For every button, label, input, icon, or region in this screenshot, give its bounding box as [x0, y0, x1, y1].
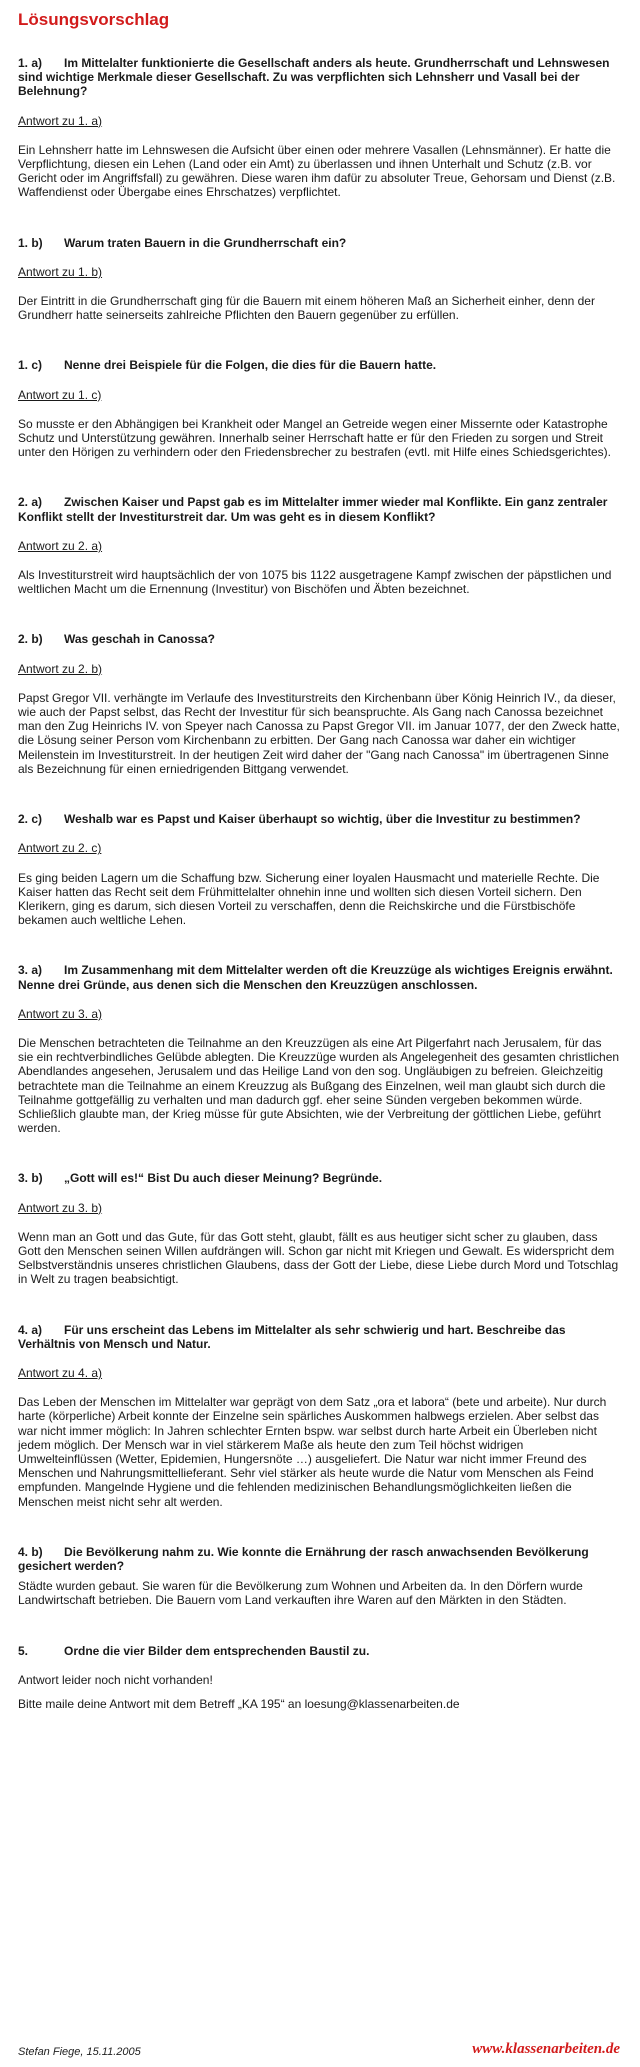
answer-label: Antwort zu 1. c) — [18, 387, 102, 402]
question-text: Im Mittelalter funktionierte die Gesellschaft anders als heute. Grundherrschaft und Lehnswesen sind wichtige Merkmale dieser Gesellschaft. Zu was verpflichten sich Lehnsherr und Vasall bei der Belehnung? — [18, 56, 610, 99]
section-5 — [18, 1644, 620, 1712]
answer-text: Ein Lehnsherr hatte im Lehnswesen die Aufsicht über einen oder mehrere Vasallen (Lehnsmänner). Er hatte die Verpflichtung, diesen ein Lehen (Land oder ein Amt) zu überlassen und ihnen Unterhalt und Schutz (z.B. vor Gericht oder im Angriffsfall) zu gewähren. Diese waren ihm dafür zu absoluter Treue, Gehorsam und Dienst (z.B. Waffendienst oder Übergabe eines Ehrschatzes) verpflichtet. — [18, 142, 616, 200]
section — [18, 495, 620, 596]
question-number: 2. a) — [18, 495, 43, 510]
question — [18, 1171, 620, 1185]
answer-label: Antwort zu 2. b) — [18, 661, 103, 676]
question-text: „Gott will es!“ Bist Du auch dieser Meinung? Begründe. — [64, 1171, 383, 1186]
question-number: 1. c) — [18, 358, 43, 373]
question — [18, 632, 620, 646]
answer-text: Städte wurden gebaut. Sie waren für die Bevölkerung zum Wohnen und Arbeiten da. In den Dörfern wurde Landwirtschaft betrieben. Die Bauern vom Land verkauften ihre Waren auf den Märkten in den Städten. — [18, 1579, 583, 1608]
question-text: Im Zusammenhang mit dem Mittelalter werden oft die Kreuzzüge als wichtiges Ereignis erwähnt. Nenne drei Gründe, aus denen sich die Menschen den Kreuzzügen anschlossen. — [18, 963, 613, 992]
answer-label: Antwort zu 2. a) — [18, 538, 103, 553]
answer-text: So musste er den Abhängigen bei Krankheit oder Mangel an Getreide wegen einer Missernte oder Katastrophe Schutz und Unterstützung gewähren. Innerhalb seiner Herrschaft hatte er für den Frieden zu sorgen und Streit unter den Hörigen zu verhindern oder den Friedensbrecher zu bestrafen (evtl. mit Hilfe eines Schiedsgerichtes). — [18, 416, 611, 460]
answer-text: Es ging beiden Lagern um die Schaffung bzw. Sicherung einer loyalen Hausmacht und materielle Rechte. Die Kaiser hatten das Recht seit dem Frühmittelalter ohnehin inne und wollten sich diesen Vorteil sichern. Den Klerikern, ging es darum, sich diesen Vorteil zu verschaffen, denn die Reichskirche und die Fürstbischöfe bekamen auch weltliche Lehen. — [18, 870, 600, 928]
answer-text: Der Eintritt in die Grundherrschaft ging für die Bauern mit einem höheren Maß an Sicherheit einher, denn der Grundherr hatte seinerseits zahlreiche Pflichten den Bauern gegenüber zu erfüllen. — [18, 294, 595, 323]
page-title: Lösungsvorschlag — [18, 10, 170, 29]
answer-label: Antwort zu 1. a) — [18, 113, 103, 128]
section — [18, 1545, 620, 1608]
question-text: Die Bevölkerung nahm zu. Wie konnte die Ernährung der rasch anwachsenden Bevölkerung gesichert werden? — [18, 1544, 589, 1573]
answer-text: Das Leben der Menschen im Mittelalter war geprägt von dem Satz „ora et labora“ (bete und arbeite). Nur durch harte (körperliche) Arbeit konnte der Einzelne sein spärliches Auskommen halbwegs erzielen. Aber selbst das war nicht immer möglich: In Jahren schlechter Ernten bspw. war selbst durch harte Arbeit ein Überleben nicht jedem möglich. Der Mensch war in viel stärkerem Maße als heute den zum Teil höchst widrigen Umwelteinflüssen (Wetter, Epidemien, Hungersnöte …) ausgeliefert. Die Natur war nicht immer Freund des Menschen und Nahrungsmittellieferant. Sehr viel stärker als heute wurde die Natur vom Menschen als Feind empfunden. Mangelnde Hygiene und die fehlenden medizinischen Behandlungsmöglichkeiten ließen die Menschen meist nicht sehr alt werden. — [18, 1395, 607, 1509]
answer-label: Antwort zu 4. a) — [18, 1365, 103, 1380]
question-text: Was geschah in Canossa? — [64, 632, 215, 647]
answer-label: Antwort zu 1. b) — [18, 264, 103, 279]
section — [18, 56, 620, 200]
question-text: Nenne drei Beispiele für die Folgen, die dies für die Bauern hatte. — [64, 358, 437, 373]
question-number: 3. b) — [18, 1171, 43, 1186]
section — [18, 632, 620, 776]
question — [18, 236, 620, 250]
question-number: 4. a) — [18, 1322, 43, 1337]
footer — [18, 2042, 620, 2062]
question — [18, 963, 620, 991]
submission-note: Bitte maile deine Antwort mit dem Betreff „KA 195“ an loesung@klassenarbeiten.de — [18, 1697, 460, 1712]
question — [18, 1545, 620, 1573]
question-text: Weshalb war es Papst und Kaiser überhaupt so wichtig, über die Investitur zu bestimmen? — [64, 812, 581, 827]
answer-label: Antwort zu 2. c) — [18, 841, 102, 856]
question-text: Ordne die vier Bilder dem entsprechenden Baustil zu. — [64, 1643, 370, 1658]
answer-missing-note: Antwort leider noch nicht vorhanden! — [18, 1672, 213, 1687]
question-number: 1. a) — [18, 56, 43, 70]
question-number: 3. a) — [18, 963, 43, 978]
question — [18, 495, 620, 523]
question-text: Für uns erscheint das Lebens im Mittelalter als sehr schwierig und hart. Beschreibe das Verhältnis von Mensch und Natur. — [18, 1322, 566, 1351]
question-number: 2. b) — [18, 632, 43, 647]
question — [18, 1323, 620, 1351]
question-number: 1. b) — [18, 235, 43, 250]
question-number: 2. c) — [18, 812, 43, 827]
sections-list — [18, 56, 620, 1608]
answer-label: Antwort zu 3. b) — [18, 1200, 103, 1215]
question — [18, 358, 620, 372]
section — [18, 358, 620, 459]
section — [18, 236, 620, 323]
answer-text: Wenn man an Gott und das Gute, für das Gott steht, glaubt, fällt es aus heutiger sicht scher zu glauben, dass Gott den Menschen seinen Willen aufdrängen will. Schon gar nicht mit Kriegen und Gewalt. Es widerspricht dem Selbstverständnis unseres christlichen Glaubens, dass der Gott der Liebe, diese Liebe durch Mord und Totschlag in Welt zu tragen beabsichtigt. — [18, 1229, 619, 1287]
question-text: Zwischen Kaiser und Papst gab es im Mittelalter immer wieder mal Konflikte. Ein ganz zentraler Konflikt stellt der Investiturstreit dar. Um was geht es in diesem Konflikt? — [18, 495, 608, 524]
answer-text: Die Menschen betrachteten die Teilnahme an den Kreuzzügen als eine Art Pilgerfahrt nach Jerusalem, für das sie ein rechtverbindliches Gelübde ablegten. Die Kreuzzüge wurden als Angelegenheit des gesamten christlichen Abendlandes angesehen, Jerusalem und das Heilige Land von den sog. Ungläubigen zu befreien. Gleichzeitig betrachtete man die Teilnahme an einem Kreuzzug als Bußgang des Einzelnen, weil man glaubt sich durch die Teilnahme gottgefällig zu verhalten und man dadurch ggf. eher seine Sünden vergeben bekommen würde. Schließlich glaubte man, der Krieg müsse für gute Absichten, wie der Verbreitung der göttlichen Liebe, geführt werden. — [18, 1035, 620, 1136]
answer-text: Papst Gregor VII. verhängte im Verlaufe des Investiturstreits den Kirchenbann über König Heinrich IV., da dieser, wie auch der Papst selbst, das Recht der Investitur für sich beanspruchte. Als Gang nach Canossa bezeichnet man den Zug Heinrichs IV. von Speyer nach Canossa zu Papst Gregor VII. im Januar 1077, der den Zweck hatte, die Lösung seiner Person vom Kirchenbann zu erbitten. Der Gang nach Canossa war daher ein wichtiger Meilenstein im Investiturstreit. In der heutigen Zeit wird daher der "Gang nach Canossa" im übertragenen Sinne als Bezeichnung für einen erniedrigenden Bittgang verwendet. — [18, 690, 620, 776]
section — [18, 1171, 620, 1286]
site-logo[interactable]: www.klassenarbeiten.de — [472, 2041, 620, 2057]
answer-label: Antwort zu 3. a) — [18, 1006, 103, 1021]
question-number: 4. b) — [18, 1544, 43, 1559]
question-text: Warum traten Bauern in die Grundherrschaft ein? — [64, 235, 347, 250]
author-date: Stefan Fiege, 15.11.2005 — [18, 2046, 141, 2058]
question — [18, 1644, 620, 1658]
question — [18, 812, 620, 826]
answer-text: Als Investiturstreit wird hauptsächlich der von 1075 bis 1122 ausgetragene Kampf zwischen der päpstlichen und weltlichen Macht um die Ernennung (Investitur) von Bischöfen und Äbten bezeichnet. — [18, 568, 612, 597]
question — [18, 56, 620, 99]
section — [18, 812, 620, 927]
section — [18, 963, 620, 1135]
question-number: 5. — [18, 1643, 29, 1658]
section — [18, 1323, 620, 1509]
